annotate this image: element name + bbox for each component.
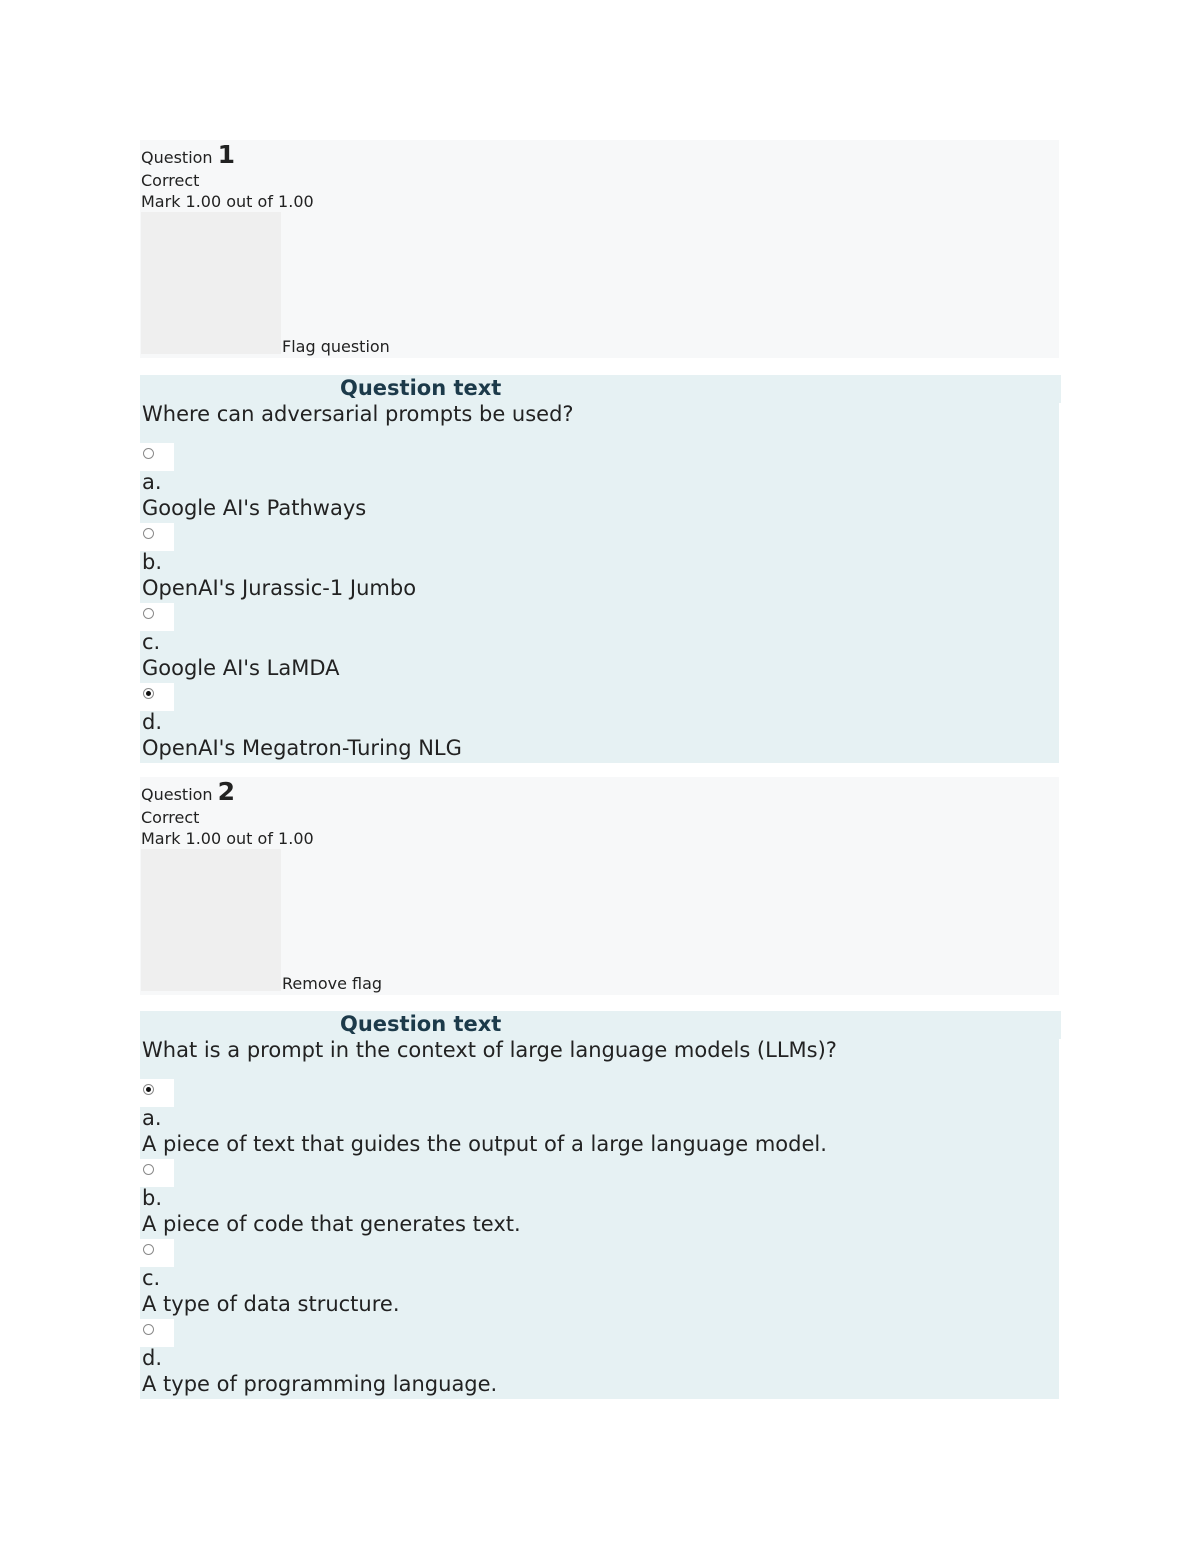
question-2-number-label: Question <box>141 785 213 804</box>
option-letter: a. <box>142 1106 162 1130</box>
question-1-option-b[interactable] <box>140 523 1059 603</box>
option-text[interactable]: Google AI's Pathways <box>142 496 367 520</box>
question-2-content <box>140 1011 1059 1399</box>
question-1-option-a[interactable] <box>140 443 1059 523</box>
radio-container <box>140 683 174 711</box>
option-letter: d. <box>142 710 163 734</box>
radio-button[interactable] <box>143 1244 154 1255</box>
option-letter: b. <box>142 550 163 574</box>
question-1-number <box>141 140 235 169</box>
radio-container <box>140 1079 174 1107</box>
flag-icon[interactable] <box>141 212 281 354</box>
radio-button[interactable] <box>143 688 154 699</box>
option-letter: c. <box>142 630 161 654</box>
question-2-option-a[interactable] <box>140 1079 1059 1159</box>
question-2-text: What is a prompt in the context of large language models (LLMs)? <box>142 1038 837 1062</box>
question-1-grade: Mark 1.00 out of 1.00 <box>141 192 314 211</box>
radio-container <box>140 1239 174 1267</box>
option-text[interactable]: OpenAI's Jurassic-1 Jumbo <box>142 576 417 600</box>
option-text[interactable]: Google AI's LaMDA <box>142 656 340 680</box>
question-2-option-b[interactable] <box>140 1159 1059 1239</box>
question-1-number-value: 1 <box>217 140 236 169</box>
question-2-grade: Mark 1.00 out of 1.00 <box>141 829 314 848</box>
radio-button[interactable] <box>143 1324 154 1335</box>
option-text[interactable]: A type of programming language. <box>142 1372 498 1396</box>
radio-button[interactable] <box>143 528 154 539</box>
radio-container <box>140 603 174 631</box>
question-2-number-value: 2 <box>217 777 236 806</box>
question-1-option-d[interactable] <box>140 683 1059 763</box>
option-letter: b. <box>142 1186 163 1210</box>
radio-button[interactable] <box>143 608 154 619</box>
question-2-state: Correct <box>141 808 200 827</box>
option-text[interactable]: A piece of text that guides the output of a large language model. <box>142 1132 827 1156</box>
question-2-text-title: Question text <box>340 1012 502 1036</box>
remove-flag-link[interactable]: Remove flag <box>282 974 383 993</box>
question-1-content <box>140 375 1059 763</box>
question-1-info <box>140 140 1059 358</box>
option-text[interactable]: OpenAI's Megatron-Turing NLG <box>142 736 462 760</box>
question-2-number <box>141 777 235 806</box>
question-2-option-c[interactable] <box>140 1239 1059 1319</box>
option-text[interactable]: A type of data structure. <box>142 1292 400 1316</box>
radio-container <box>140 443 174 471</box>
question-1-state: Correct <box>141 171 200 190</box>
question-1-number-label: Question <box>141 148 213 167</box>
question-1-text-title: Question text <box>340 376 502 400</box>
question-1-option-c[interactable] <box>140 603 1059 683</box>
option-letter: c. <box>142 1266 161 1290</box>
option-letter: d. <box>142 1346 163 1370</box>
question-1-text: Where can adversarial prompts be used? <box>142 402 574 426</box>
radio-container <box>140 1319 174 1347</box>
question-2-option-d[interactable] <box>140 1319 1059 1399</box>
option-letter: a. <box>142 470 162 494</box>
flag-icon[interactable] <box>141 849 281 991</box>
radio-button[interactable] <box>143 1084 154 1095</box>
radio-container <box>140 523 174 551</box>
radio-container <box>140 1159 174 1187</box>
question-2-info <box>140 777 1059 995</box>
radio-button[interactable] <box>143 1164 154 1175</box>
radio-button[interactable] <box>143 448 154 459</box>
option-text[interactable]: A piece of code that generates text. <box>142 1212 521 1236</box>
flag-question-link[interactable]: Flag question <box>282 337 390 356</box>
